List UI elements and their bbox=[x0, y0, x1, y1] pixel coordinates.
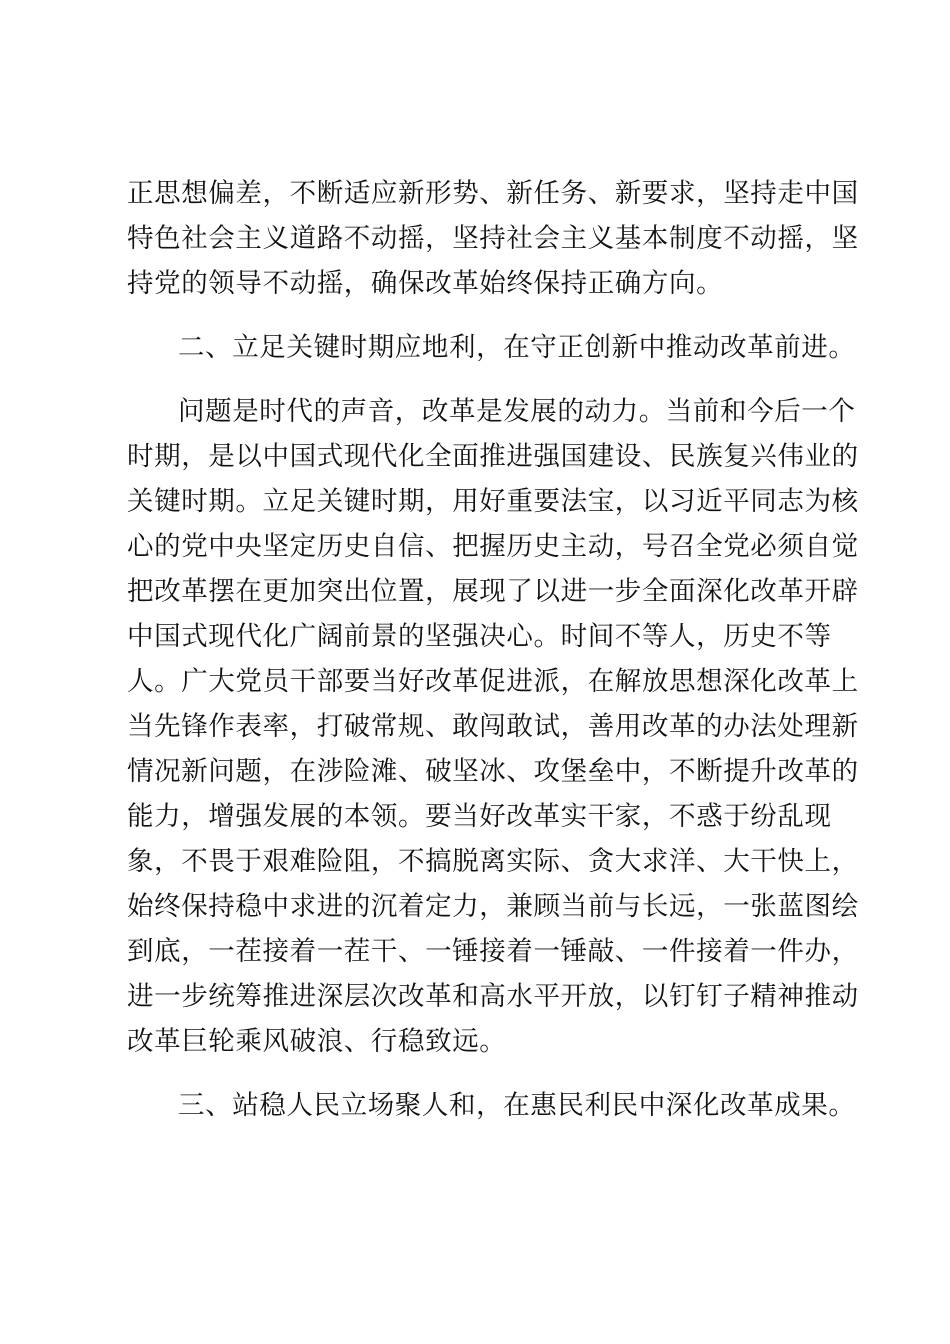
text-line: 进一步统筹推进深层次改革和高水平开放，以钉钉子精神推动 bbox=[127, 981, 859, 1012]
text-line: 改革巨轮乘风破浪、行稳致远。 bbox=[127, 1026, 507, 1057]
text-line: 能力，增强发展的本领。要当好改革实干家，不惑于纷乱现 bbox=[127, 801, 832, 832]
section-heading-2: 二、立足关键时期应地利，在守正创新中推动改革前进。 bbox=[178, 332, 856, 363]
text-line: 当先锋作表率，打破常规、敢闯敢试，善用改革的办法处理新 bbox=[127, 711, 859, 742]
text-line: 始终保持稳中求进的沉着定力，兼顾当前与长远，一张蓝图绘 bbox=[127, 891, 859, 922]
text-line: 心的党中央坚定历史自信、把握历史主动，号召全党必须自觉 bbox=[127, 531, 859, 562]
text-line: 时期，是以中国式现代化全面推进强国建设、民族复兴伟业的 bbox=[127, 441, 859, 472]
text-line: 到底，一茬接着一茬干、一锤接着一锤敲、一件接着一件办， bbox=[127, 936, 859, 967]
text-line: 关键时期。立足关键时期，用好重要法宝，以习近平同志为核 bbox=[127, 486, 859, 517]
text-line: 特色社会主义道路不动摇，坚持社会主义基本制度不动摇，坚 bbox=[127, 223, 859, 254]
text-line: 正思想偏差，不断适应新形势、新任务、新要求，坚持走中国 bbox=[127, 178, 859, 209]
text-line: 中国式现代化广阔前景的坚强决心。时间不等人，历史不等 bbox=[127, 621, 832, 652]
text-line: 象，不畏于艰难险阻，不搞脱离实际、贪大求洋、大干快上， bbox=[127, 846, 859, 877]
section-heading-3: 三、站稳人民立场聚人和，在惠民利民中深化改革成果。 bbox=[178, 1090, 856, 1121]
text-line: 人。广大党员干部要当好改革促进派，在解放思想深化改革上 bbox=[127, 666, 859, 697]
text-line: 把改革摆在更加突出位置，展现了以进一步全面深化改革开辟 bbox=[127, 576, 859, 607]
text-line: 情况新问题，在涉险滩、破坚冰、攻堡垒中，不断提升改革的 bbox=[127, 756, 859, 787]
text-line: 持党的领导不动摇，确保改革始终保持正确方向。 bbox=[127, 268, 724, 299]
text-line: 问题是时代的声音，改革是发展的动力。当前和今后一个 bbox=[178, 396, 856, 427]
